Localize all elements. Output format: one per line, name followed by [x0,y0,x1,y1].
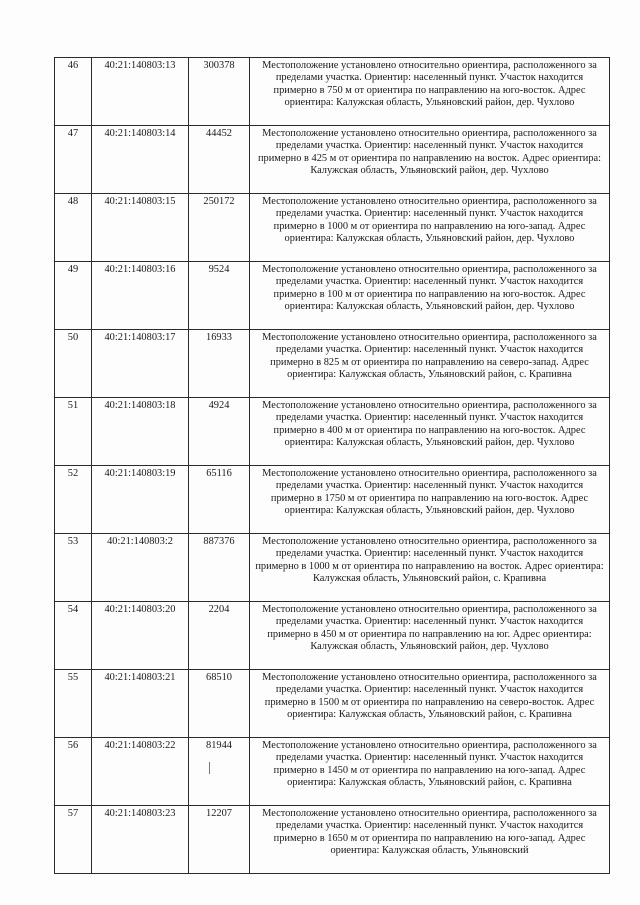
cadastral-number: 40:21:140803:15 [92,194,189,262]
plot-area: 2204 [189,602,250,670]
plot-area: 81944 [189,738,250,806]
row-number: 55 [55,670,92,738]
plot-area: 16933 [189,330,250,398]
location-description: Местоположение установлено относительно ориентира, расположенного за пределами участка. Ориентир: населенный пункт. Участок находится примерно в 425 м от ориентира по направлению на восток. Адрес ориентира: Калужская область, Ульяновский район, дер. Чухлово [250,126,610,194]
table-row [55,670,610,738]
cadastral-number: 40:21:140803:21 [92,670,189,738]
row-number: 57 [55,806,92,874]
table-row [55,738,610,806]
plot-area: 65116 [189,466,250,534]
plot-area: 68510 [189,670,250,738]
table-row [55,262,610,330]
row-number: 47 [55,126,92,194]
cadastral-number: 40:21:140803:17 [92,330,189,398]
land-plot-table [54,57,610,874]
row-number: 52 [55,466,92,534]
row-number: 50 [55,330,92,398]
row-number: 53 [55,534,92,602]
table-row [55,58,610,126]
scan-artifact-mark [209,762,210,774]
cadastral-number: 40:21:140803:13 [92,58,189,126]
row-number: 51 [55,398,92,466]
location-description: Местоположение установлено относительно ориентира, расположенного за пределами участка. Ориентир: населенный пункт. Участок находится примерно в 100 м от ориентира по направлению на юго-восток. Адрес ориентира: Калужская область, Ульяновский район, дер. Чухлово [250,262,610,330]
cadastral-number: 40:21:140803:23 [92,806,189,874]
plot-area: 4924 [189,398,250,466]
location-description: Местоположение установлено относительно ориентира, расположенного за пределами участка. Ориентир: населенный пункт. Участок находится примерно в 1500 м от ориентира по направлению на северо-восток. Адрес ориентира: Калужская область, Ульяновский район, с. Крапивна [250,670,610,738]
cadastral-number: 40:21:140803:16 [92,262,189,330]
plot-area: 12207 [189,806,250,874]
plot-area: 887376 [189,534,250,602]
cadastral-number: 40:21:140803:14 [92,126,189,194]
cadastral-number: 40:21:140803:18 [92,398,189,466]
location-description: Местоположение установлено относительно ориентира, расположенного за пределами участка. Ориентир: населенный пункт. Участок находится примерно в 1450 м от ориентира по направлению на юго-запад. Адрес ориентира: Калужская область, Ульяновский район, с. Крапивна [250,738,610,806]
row-number: 54 [55,602,92,670]
table-row [55,466,610,534]
cadastral-number: 40:21:140803:20 [92,602,189,670]
location-description: Местоположение установлено относительно ориентира, расположенного за пределами участка. Ориентир: населенный пункт. Участок находится примерно в 400 м от ориентира по направлению на юго-восток. Адрес ориентира: Калужская область, Ульяновский район, дер. Чухлово [250,398,610,466]
cadastral-number: 40:21:140803:22 [92,738,189,806]
row-number: 56 [55,738,92,806]
cadastral-number: 40:21:140803:19 [92,466,189,534]
table-row [55,534,610,602]
plot-area: 300378 [189,58,250,126]
location-description: Местоположение установлено относительно ориентира, расположенного за пределами участка. Ориентир: населенный пункт. Участок находится примерно в 450 м от ориентира по направлению на юг. Адрес ориентира: Калужская область, Ульяновский район, дер. Чухлово [250,602,610,670]
cadastral-number: 40:21:140803:2 [92,534,189,602]
table-row [55,398,610,466]
location-description: Местоположение установлено относительно ориентира, расположенного за пределами участка. Ориентир: населенный пункт. Участок находится примерно в 1000 м от ориентира по направлению на юго-запад. Адрес ориентира: Калужская область, Ульяновский район, дер. Чухлово [250,194,610,262]
table-row [55,330,610,398]
location-description: Местоположение установлено относительно ориентира, расположенного за пределами участка. Ориентир: населенный пункт. Участок находится примерно в 1750 м от ориентира по направлению на юго-восток. Адрес ориентира: Калужская область, Ульяновский район, дер. Чухлово [250,466,610,534]
row-number: 48 [55,194,92,262]
table-row [55,602,610,670]
table-row [55,194,610,262]
location-description: Местоположение установлено относительно ориентира, расположенного за пределами участка. Ориентир: населенный пункт. Участок находится примерно в 1000 м от ориентира по направлению на восток. Адрес ориентира: Калужская область, Ульяновский район, с. Крапивна [250,534,610,602]
table-row [55,126,610,194]
table-row [55,806,610,874]
location-description: Местоположение установлено относительно ориентира, расположенного за пределами участка. Ориентир: населенный пункт. Участок находится примерно в 750 м от ориентира по направлению на юго-восток. Адрес ориентира: Калужская область, Ульяновский район, дер. Чухлово [250,58,610,126]
row-number: 46 [55,58,92,126]
plot-area: 9524 [189,262,250,330]
plot-area: 250172 [189,194,250,262]
row-number: 49 [55,262,92,330]
plot-area: 44452 [189,126,250,194]
location-description: Местоположение установлено относительно ориентира, расположенного за пределами участка. Ориентир: населенный пункт. Участок находится примерно в 1650 м от ориентира по направлению на юго-запад. Адрес ориентира: Калужская область, Ульяновский [250,806,610,874]
location-description: Местоположение установлено относительно ориентира, расположенного за пределами участка. Ориентир: населенный пункт. Участок находится примерно в 825 м от ориентира по направлению на северо-запад. Адрес ориентира: Калужская область, Ульяновский район, с. Крапивна [250,330,610,398]
